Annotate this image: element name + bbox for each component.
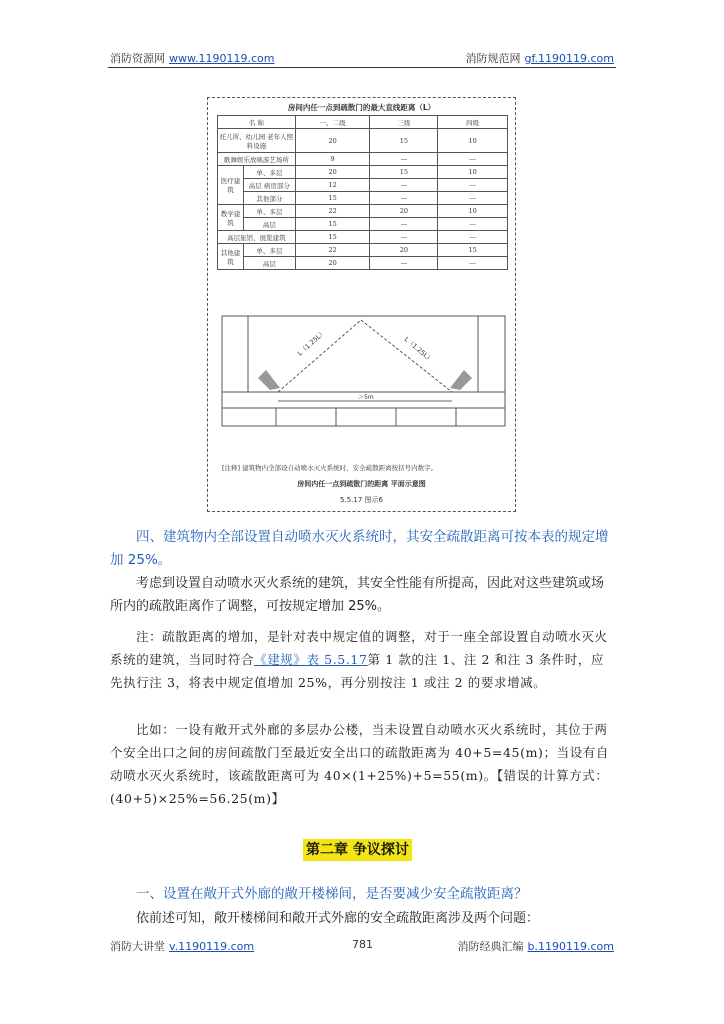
plan-label-right: L（1.25L） [402,335,435,364]
footer-lecture-link[interactable]: v.1190119.com [169,940,255,953]
table-row [218,166,508,179]
note-text-after: 第 1 款的注 1、注 2 和注 3 条件时，应先执行注 3，将表中规定值增加 25%，再分别按注 1 或注 2 的要求增减。 [110,652,605,690]
cell: 15 [438,244,508,257]
table-row [218,205,508,218]
note-text-before: 注：疏散距离的增加，是针对表中规定值的调整，对于一座全部设置自动喷水灭火系统的建筑，当同时符合 [110,629,608,667]
footer-lecture-name: 消防大讲堂 [110,940,165,953]
cell: — [370,153,438,166]
row-group-name: 医疗建筑 [218,166,244,205]
footer-right [458,938,614,954]
header-spec-link[interactable]: gf.1190119.com [524,52,614,65]
chapter-heading: 第二章 争议探讨 [303,839,412,861]
table-row [218,179,508,192]
paragraph-example: 比如：一设有敞开式外廊的多层办公楼，当未设置自动喷水灭火系统时，其位于两个安全出口之间的房间疏散门至最近安全出口的疏散距离为 40+5=45(m)；当设有自动喷水灭火系统时，该疏散距离可为 40×(1+25%)+5=55(m)。【错误的计算方式：(40+5)×25%=56.25(m)】 [110,722,609,806]
table-row [218,231,508,244]
cell: 10 [438,205,508,218]
table-header-row [218,116,508,129]
cell: 15 [370,129,438,153]
cell: — [438,179,508,192]
cell: — [438,231,508,244]
footer-collection-name: 消防经典汇编 [457,940,524,953]
table-row [218,257,508,270]
row-sub: 单、多层 [243,205,295,218]
cell: — [370,218,438,231]
cell: 12 [295,179,370,192]
header-site-name: 消防资源网 [110,52,165,65]
cell: 10 [438,129,508,153]
cell: 22 [295,205,370,218]
row-name: 托儿所、幼儿园 老年人照料设施 [218,129,296,153]
header-left [110,50,274,66]
cell: 20 [295,166,370,179]
header-site-link[interactable]: www.1190119.com [169,52,275,65]
plan-label-left: L（1.25L） [295,328,328,358]
cell: 20 [370,244,438,257]
cell: 9 [295,153,370,166]
cell: 15 [370,166,438,179]
header-spec-name: 消防规范网 [465,52,521,65]
row-sub: 单、多层 [243,166,295,179]
row-group-name: 教学建筑 [218,205,244,231]
paragraph-note [110,625,615,694]
col-header-grade12: 一、二级 [295,116,370,129]
footer-left [110,938,254,954]
exit-arrow-right-icon [450,370,472,390]
figure-caption: 房间内任一点到疏散门的距离 平面示意图 [297,480,426,488]
cell: 15 [295,218,370,231]
table-row [218,192,508,205]
footer-collection-link[interactable]: b.1190119.com [527,940,614,953]
distance-table [217,115,508,270]
exit-arrow-left-icon [258,370,280,390]
cell: 15 [295,192,370,205]
row-sub: 高层 病房部分 [243,179,295,192]
figure-number: 5.5.17 图示6 [340,496,383,504]
cell: — [438,153,508,166]
figure-note: [注释] 建筑物内全部设自动喷水灭火系统时，安全疏散距离按括号内数字。 [222,464,438,472]
cell: 22 [295,244,370,257]
table-row [218,218,508,231]
figure-frame [207,97,516,512]
row-name: 高层旅馆、展览建筑 [218,231,296,244]
paragraph-explanation: 考虑到设置自动喷水灭火系统的建筑，其安全性能有所提高，因此对这些建筑或场所内的疏散距离作了调整，可按规定增加 25%。 [110,576,605,614]
heading-rule-4: 四、建筑物内全部设置自动喷水灭火系统时，其安全疏散距离可按本表的规定增加 25%。 [110,529,609,568]
row-sub: 单、多层 [243,244,295,257]
header-divider [108,67,616,68]
plan-outline [222,316,505,426]
paragraph-intro: 依前述可知，敞开楼梯间和敞开式外廊的安全疏散距离涉及两个问题： [136,911,540,926]
plan-dimension: ＞5m [358,394,374,401]
col-header-grade3: 三级 [370,116,438,129]
row-name: 歌舞娱乐放映游艺场所 [218,153,296,166]
cell: 10 [438,166,508,179]
cell: 20 [370,205,438,218]
cell: — [370,192,438,205]
row-sub: 高层 [243,218,295,231]
header-right [465,50,614,66]
table-row [218,129,508,153]
page-number: 781 [352,938,373,951]
cell: 15 [295,231,370,244]
cell: 20 [295,129,370,153]
cell: — [370,231,438,244]
cell: — [370,179,438,192]
table-row [218,244,508,257]
row-sub: 其他部分 [243,192,295,205]
distance-line-right [361,320,452,392]
col-header-name: 名 称 [218,116,296,129]
cell: — [438,257,508,270]
cell: — [370,257,438,270]
section-heading-1: 一、设置在敞开式外廊的敞开楼梯间，是否要减少安全疏散距离？ [136,886,528,902]
code-reference-link[interactable]: 《建规》表 5.5.17 [254,652,368,667]
table-row [218,153,508,166]
floor-plan-diagram [208,308,515,458]
cell: 20 [295,257,370,270]
col-header-grade4: 四级 [438,116,508,129]
row-sub: 高层 [243,257,295,270]
cell: — [438,218,508,231]
row-group-name: 其他建筑 [218,244,244,270]
cell: — [438,192,508,205]
table-title: 房间内任一点到疏散门的最大直线距离（L） [287,103,436,112]
